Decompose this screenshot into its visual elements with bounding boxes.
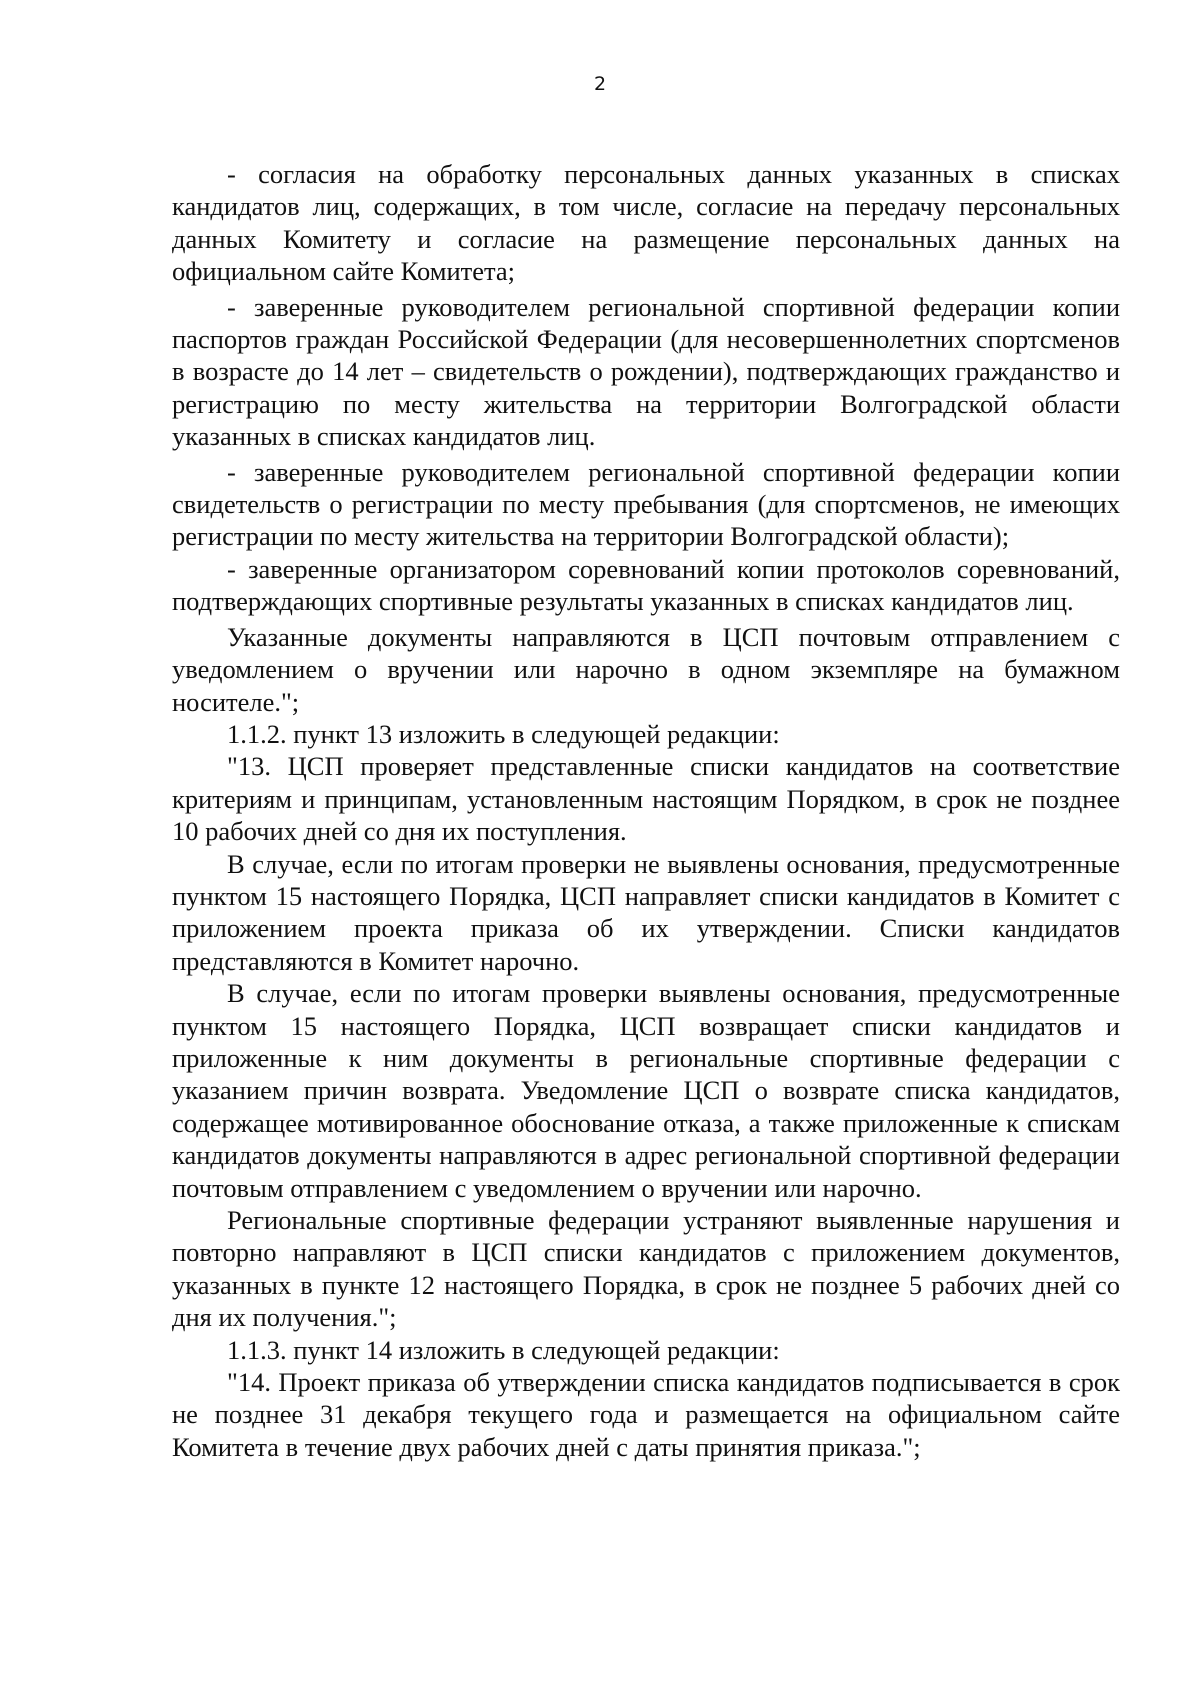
paragraph-clause-1-1-3: 1.1.3. пункт 14 изложить в следующей редакции: <box>227 1334 780 1365</box>
paragraph-registration-certificates: - заверенные руководителем региональной спортивной федерации копии свидетельств о регистрации по месту пребывания (для спортсменов, не имеющих регистрации по месту жительства на территории Волгоградской области); <box>172 456 1120 552</box>
page-number: 2 <box>593 73 607 95</box>
paragraph-item-14: "14. Проект приказа об утверждении списка кандидатов подписывается в срок не позднее 31 декабря текущего года и размещается на официальном сайте Комитета в течение двух рабочих дней с даты принятия приказа."; <box>172 1367 1120 1462</box>
paragraph-item-13: "13. ЦСП проверяет представленные списки кандидатов на соответствие критериям и принципам, установленным настоящим Порядком, в срок не позднее 10 рабочих дней со дня их поступления. <box>172 751 1120 847</box>
paragraph-competition-protocols: - заверенные организатором соревнований копии протоколов соревнований, подтверждающих спортивные результаты указанных в списках кандидатов лиц. <box>172 553 1120 617</box>
paragraph-passport-copies: - заверенные руководителем региональной спортивной федерации копии паспортов граждан Российской Федерации (для несовершеннолетних спортсменов в возрасте до 14 лет – свидетельств о рождении), подтверждающих гражданство и регистрацию по месту жительства на территории Волгоградской области указанных в списках кандидатов лиц. <box>172 291 1120 452</box>
paragraph-no-grounds: В случае, если по итогам проверки не выявлены основания, предусмотренные пунктом 15 настоящего Порядка, ЦСП направляет списки кандидатов в Комитет с приложением проекта приказа об их утверждении. Списки кандидатов представляются в Комитет нарочно. <box>172 848 1120 976</box>
paragraph-documents-delivery: Указанные документы направляются в ЦСП почтовым отправлением с уведомлением о вручении или нарочно в одном экземпляре на бумажном носителе."; <box>172 621 1120 717</box>
paragraph-clause-1-1-2: 1.1.2. пункт 13 изложить в следующей редакции: <box>227 718 780 749</box>
document-body <box>172 158 1120 1463</box>
paragraph-federations-fix: Региональные спортивные федерации устраняют выявленные нарушения и повторно направляют в ЦСП списки кандидатов с приложением документов, указанных в пункте 12 настоящего Порядка, в срок не позднее 5 рабочих дней со дня их получения."; <box>172 1205 1120 1333</box>
paragraph-grounds-found: В случае, если по итогам проверки выявлены основания, предусмотренные пунктом 15 настоящего Порядка, ЦСП возвращает списки кандидатов и приложенные к ним документы в региональные спортивные федерации с указанием причин возврата. Уведомление ЦСП о возврате списка кандидатов, содержащее мотивированное обоснование отказа, а также приложенные к спискам кандидатов документы направляются в адрес региональной спортивной федерации почтовым отправлением с уведомлением о вручении или нарочно. <box>172 978 1120 1203</box>
paragraph-consent: - согласия на обработку персональных данных указанных в списках кандидатов лиц, содержащих, в том числе, согласие на передачу персональных данных Комитету и согласие на размещение персональных данных на официальном сайте Комитета; <box>172 159 1120 287</box>
